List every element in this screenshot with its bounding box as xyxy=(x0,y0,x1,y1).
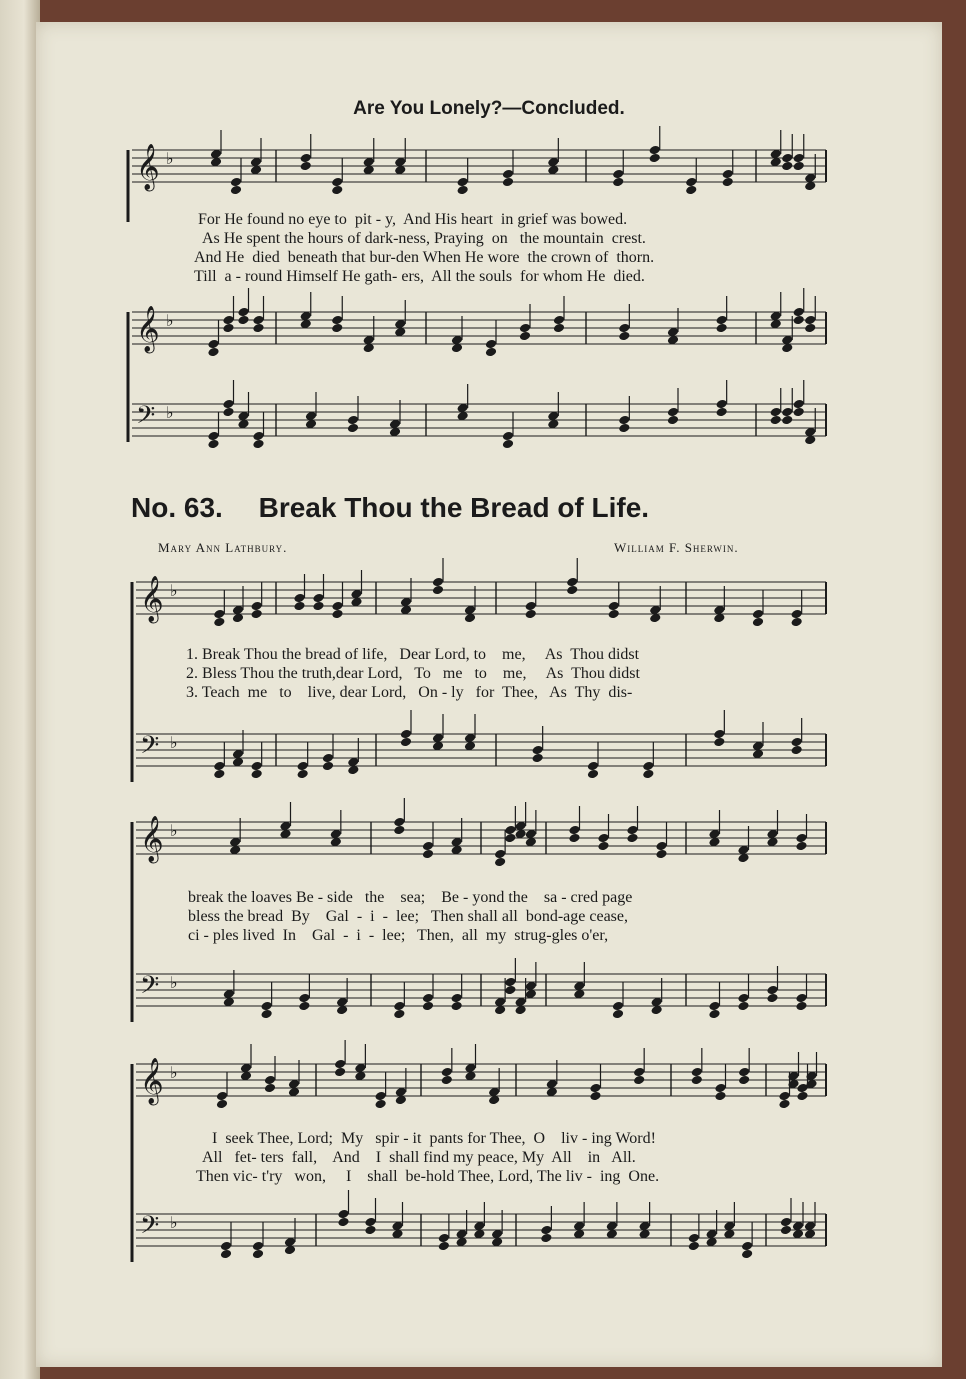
note-head xyxy=(216,1099,228,1110)
note-head xyxy=(618,331,630,342)
note-head xyxy=(422,1001,434,1012)
bass-clef-icon: 𝄢 xyxy=(140,971,160,1006)
note-head xyxy=(708,1001,720,1012)
note-head xyxy=(793,315,805,326)
note-head xyxy=(331,609,343,620)
note-head xyxy=(612,169,624,180)
note-head xyxy=(796,1091,808,1102)
note-head xyxy=(322,761,334,772)
note-head xyxy=(715,407,727,418)
note-head xyxy=(207,347,219,358)
note-head xyxy=(237,315,249,326)
note-head xyxy=(502,439,514,450)
note-head xyxy=(790,617,802,628)
note-head xyxy=(222,407,234,418)
note-head xyxy=(713,729,725,740)
note-head xyxy=(237,307,249,318)
note-head xyxy=(715,399,727,410)
note-head xyxy=(608,601,620,612)
lyric-line: break the loaves Be - side the sea; Be - yond the sa - cred page xyxy=(188,889,633,906)
note-head xyxy=(400,729,412,740)
note-head xyxy=(804,315,816,326)
note-head xyxy=(334,1067,346,1078)
note-head xyxy=(626,825,638,836)
key-signature-flat: ♭ xyxy=(170,581,178,600)
note-head xyxy=(691,1075,703,1086)
note-head xyxy=(260,1009,272,1020)
note-head xyxy=(778,1099,790,1110)
note-head xyxy=(347,423,359,434)
note-head xyxy=(432,577,444,588)
note-head xyxy=(250,761,262,772)
note-head xyxy=(790,609,802,620)
treble-clef-icon: 𝄞 xyxy=(140,1058,164,1104)
note-head xyxy=(568,825,580,836)
note-head xyxy=(252,439,264,450)
note-head xyxy=(780,1217,792,1228)
note-head xyxy=(667,407,679,418)
note-head xyxy=(456,185,468,196)
lyric-line: 2. Bless Thou the truth,dear Lord, To me to me, As Thou didst xyxy=(186,665,640,682)
page-heading: Are You Lonely?—Concluded. xyxy=(353,98,625,119)
note-head xyxy=(715,315,727,326)
note-head xyxy=(804,323,816,334)
hymn-number: No. 63. xyxy=(131,492,223,523)
lyric-line: For He found no eye to pit - y, And His heart in grief was bowed. xyxy=(198,211,628,228)
note-head xyxy=(597,841,609,852)
note-head xyxy=(438,1233,450,1244)
note-head xyxy=(737,993,749,1004)
note-head xyxy=(738,1067,750,1078)
note-head xyxy=(441,1067,453,1078)
note-head xyxy=(608,609,620,620)
note-head xyxy=(300,153,312,164)
note-head xyxy=(781,407,793,418)
note-head xyxy=(531,753,543,764)
note-head xyxy=(626,833,638,844)
note-head xyxy=(252,431,264,442)
note-head xyxy=(642,769,654,780)
note-head xyxy=(708,1009,720,1020)
note-head xyxy=(334,1059,346,1070)
note-head xyxy=(770,415,782,426)
key-signature-flat: ♭ xyxy=(166,403,174,422)
note-head xyxy=(715,323,727,334)
note-head xyxy=(766,993,778,1004)
book-gutter xyxy=(0,0,40,1379)
note-head xyxy=(649,145,661,156)
note-head xyxy=(618,423,630,434)
note-head xyxy=(790,745,802,756)
note-head xyxy=(441,1075,453,1086)
note-head xyxy=(331,315,343,326)
note-head xyxy=(331,177,343,188)
note-head xyxy=(207,339,219,350)
note-head xyxy=(587,769,599,780)
note-head xyxy=(504,833,516,844)
lyric-line: ci - ples lived In Gal - i - lee; Then, all my strug-gles o'er, xyxy=(188,927,609,944)
note-head xyxy=(485,347,497,358)
note-head xyxy=(230,185,242,196)
note-head xyxy=(568,833,580,844)
note-head xyxy=(504,977,516,988)
hymnal-page xyxy=(36,22,942,1367)
note-head xyxy=(422,993,434,1004)
note-head xyxy=(450,993,462,1004)
note-head xyxy=(207,439,219,450)
lyric-line: Till a - round Himself He gath- ers, All the souls for whom He died. xyxy=(194,268,645,285)
note-head xyxy=(722,177,734,188)
lyric-line: As He spent the hours of dark-ness, Praying on the mountain crest. xyxy=(202,230,646,247)
note-head xyxy=(422,841,434,852)
note-head xyxy=(781,153,793,164)
key-signature-flat: ♭ xyxy=(170,973,178,992)
note-head xyxy=(222,399,234,410)
note-head xyxy=(790,737,802,748)
note-head xyxy=(213,609,225,620)
note-head xyxy=(432,585,444,596)
note-head xyxy=(502,431,514,442)
note-head xyxy=(793,399,805,410)
note-head xyxy=(264,1083,276,1094)
note-head xyxy=(374,1099,386,1110)
note-head xyxy=(364,1225,376,1236)
note-head xyxy=(296,761,308,772)
key-signature-flat: ♭ xyxy=(170,733,178,752)
note-head xyxy=(485,339,497,350)
note-head xyxy=(793,307,805,318)
lyric-line: Then vic- t'ry won, I shall be-hold Thee, Lord, The liv - ing One. xyxy=(196,1168,660,1185)
note-head xyxy=(589,1091,601,1102)
note-head xyxy=(438,1241,450,1252)
key-signature-flat: ♭ xyxy=(166,311,174,330)
note-head xyxy=(667,415,679,426)
lyric-line: bless the bread By Gal - i - lee; Then shall all bond-age cease, xyxy=(188,908,629,925)
note-head xyxy=(213,769,225,780)
note-head xyxy=(612,177,624,188)
note-head xyxy=(778,1091,790,1102)
note-head xyxy=(298,1001,310,1012)
note-head xyxy=(553,323,565,334)
note-head xyxy=(252,323,264,334)
key-signature-flat: ♭ xyxy=(170,1063,178,1082)
note-head xyxy=(688,1233,700,1244)
note-head xyxy=(612,1001,624,1012)
note-head xyxy=(589,1083,601,1094)
note-head xyxy=(220,1249,232,1260)
note-head xyxy=(738,1075,750,1086)
note-head xyxy=(293,593,305,604)
note-head xyxy=(714,1083,726,1094)
note-head xyxy=(618,415,630,426)
note-head xyxy=(587,761,599,772)
note-head xyxy=(331,601,343,612)
note-head xyxy=(260,1001,272,1012)
note-head xyxy=(252,315,264,326)
note-head xyxy=(525,609,537,620)
note-head xyxy=(540,1233,552,1244)
hymn-title-text: Break Thou the Bread of Life. xyxy=(258,492,650,523)
note-head xyxy=(494,857,506,868)
note-head xyxy=(347,415,359,426)
note-head xyxy=(685,177,697,188)
note-head xyxy=(655,841,667,852)
note-head xyxy=(331,185,343,196)
key-signature-flat: ♭ xyxy=(170,1213,178,1232)
bass-clef-icon: 𝄢 xyxy=(140,1211,160,1246)
note-head xyxy=(741,1249,753,1260)
note-head xyxy=(494,849,506,860)
hymn-author: Mary Ann Lathbury. xyxy=(158,540,288,555)
note-head xyxy=(795,993,807,1004)
note-head xyxy=(618,323,630,334)
note-head xyxy=(450,1001,462,1012)
note-head xyxy=(222,323,234,334)
note-head xyxy=(393,1009,405,1020)
treble-clef-icon: 𝄞 xyxy=(136,144,160,190)
note-head xyxy=(393,825,405,836)
note-head xyxy=(252,1249,264,1260)
note-head xyxy=(741,1241,753,1252)
note-head xyxy=(337,1217,349,1228)
note-head xyxy=(252,1241,264,1252)
note-head xyxy=(364,1217,376,1228)
note-head xyxy=(597,833,609,844)
note-head xyxy=(222,315,234,326)
note-head xyxy=(312,601,324,612)
key-signature-flat: ♭ xyxy=(170,821,178,840)
note-head xyxy=(422,849,434,860)
note-head xyxy=(393,817,405,828)
lyric-line: And He died beneath that bur-den When He wore the crown of thorn. xyxy=(194,249,655,266)
note-head xyxy=(793,161,805,172)
bass-clef-icon: 𝄢 xyxy=(136,401,156,436)
note-head xyxy=(312,593,324,604)
note-head xyxy=(207,431,219,442)
note-head xyxy=(713,737,725,748)
note-head xyxy=(722,169,734,180)
note-head xyxy=(213,617,225,628)
note-head xyxy=(296,769,308,780)
note-head xyxy=(298,993,310,1004)
note-head xyxy=(230,177,242,188)
note-head xyxy=(780,1225,792,1236)
key-signature-flat: ♭ xyxy=(166,149,174,168)
note-head xyxy=(504,985,516,996)
treble-clef-icon: 𝄞 xyxy=(136,306,160,352)
lyric-line: 3. Teach me to live, dear Lord, On - ly for Thee, As Thy dis- xyxy=(186,684,633,701)
note-head xyxy=(752,609,764,620)
note-head xyxy=(566,577,578,588)
note-head xyxy=(633,1067,645,1078)
note-head xyxy=(502,177,514,188)
treble-clef-icon: 𝄞 xyxy=(140,816,164,862)
note-head xyxy=(393,1001,405,1012)
bass-clef-icon: 𝄢 xyxy=(140,731,160,766)
note-head xyxy=(766,985,778,996)
hymn-composer: William F. Sherwin. xyxy=(614,540,739,555)
note-head xyxy=(540,1225,552,1236)
note-head xyxy=(795,833,807,844)
note-head xyxy=(685,185,697,196)
note-head xyxy=(400,737,412,748)
lyric-line: I seek Thee, Lord; My spir - it pants for Thee, O liv - ing Word! xyxy=(212,1130,656,1147)
lyric-line: 1. Break Thou the bread of life, Dear Lord, to me, As Thou didst xyxy=(186,646,640,663)
note-head xyxy=(566,585,578,596)
note-head xyxy=(337,1209,349,1220)
note-head xyxy=(331,323,343,334)
note-head xyxy=(264,1075,276,1086)
note-head xyxy=(504,825,516,836)
note-head xyxy=(250,601,262,612)
note-head xyxy=(293,601,305,612)
note-head xyxy=(633,1075,645,1086)
note-head xyxy=(795,1001,807,1012)
note-head xyxy=(752,617,764,628)
note-head xyxy=(737,1001,749,1012)
note-head xyxy=(795,841,807,852)
note-head xyxy=(300,161,312,172)
note-head xyxy=(714,1091,726,1102)
note-head xyxy=(781,161,793,172)
note-head xyxy=(519,323,531,334)
note-head xyxy=(642,761,654,772)
note-head xyxy=(688,1241,700,1252)
note-head xyxy=(456,177,468,188)
note-head xyxy=(531,745,543,756)
note-head xyxy=(250,609,262,620)
note-head xyxy=(213,761,225,772)
note-head xyxy=(519,331,531,342)
note-head xyxy=(322,753,334,764)
treble-clef-icon: 𝄞 xyxy=(140,576,164,622)
note-head xyxy=(553,315,565,326)
note-head xyxy=(793,153,805,164)
note-head xyxy=(649,153,661,164)
note-head xyxy=(220,1241,232,1252)
note-head xyxy=(502,169,514,180)
note-head xyxy=(612,1009,624,1020)
note-head xyxy=(793,407,805,418)
note-head xyxy=(691,1067,703,1078)
lyric-line: All fet- ters fall, And I shall find my peace, My All in All. xyxy=(202,1149,636,1166)
note-head xyxy=(374,1091,386,1102)
note-head xyxy=(655,849,667,860)
note-head xyxy=(770,407,782,418)
note-head xyxy=(525,601,537,612)
note-head xyxy=(250,769,262,780)
note-head xyxy=(216,1091,228,1102)
note-head xyxy=(781,415,793,426)
